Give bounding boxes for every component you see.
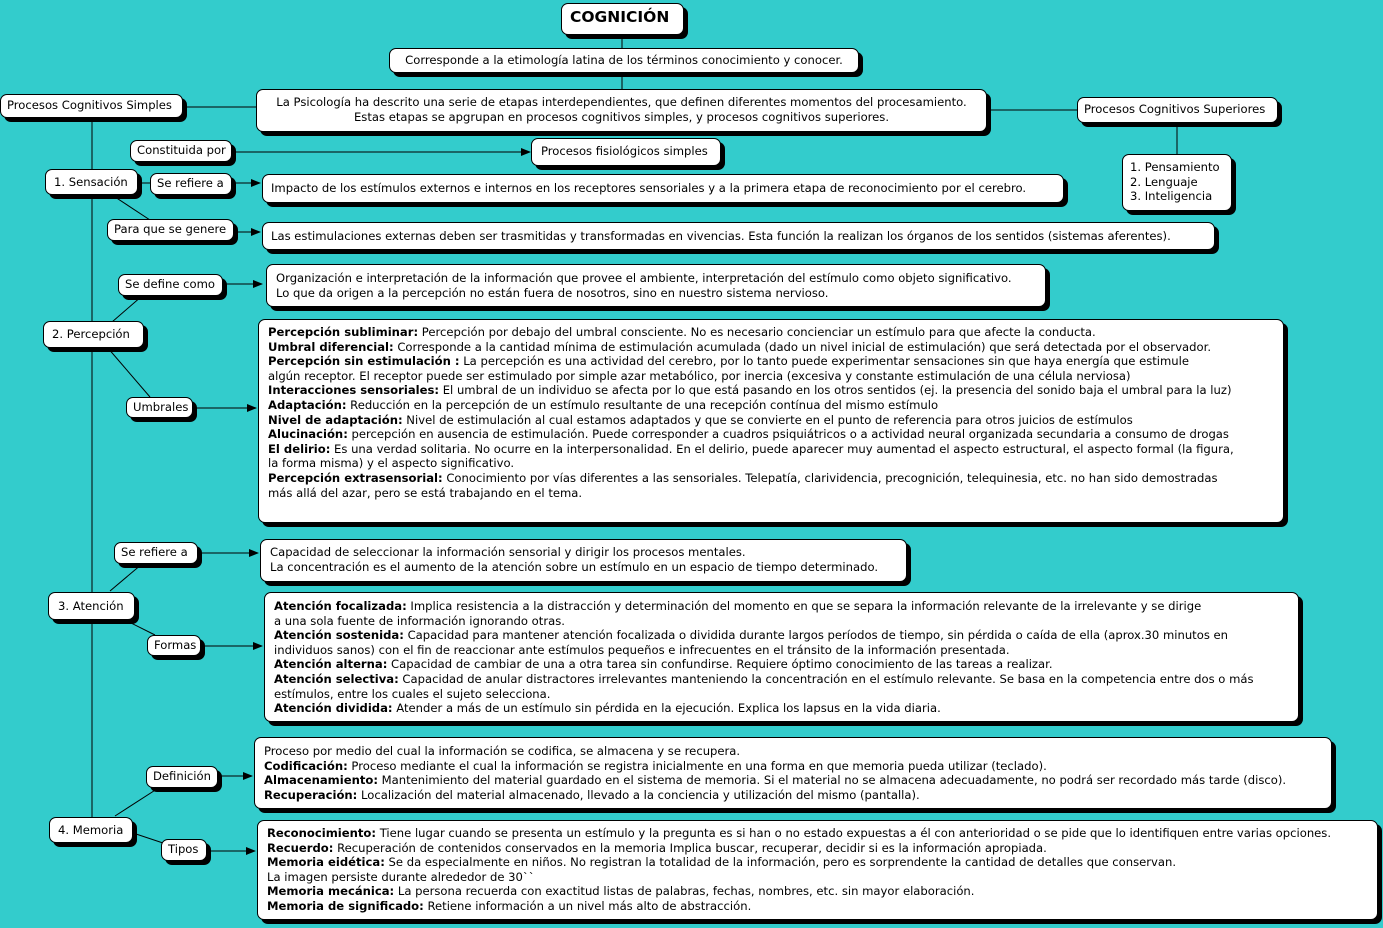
forma-item bbox=[274, 643, 1289, 658]
percepcion-define-label[interactable]: Se define como bbox=[118, 274, 223, 296]
forma-item bbox=[274, 701, 1289, 716]
memoria-node[interactable]: 4. Memoria bbox=[49, 817, 133, 843]
forma-item-text: Atender a más de un estímulo sin pérdida en la ejecución. Explica los lapsus en la vida diaria. bbox=[392, 701, 941, 716]
umbral-item bbox=[268, 471, 1274, 486]
umbral-item-text: La percepción es una actividad del cerebro, por lo tanto puede experimentar sensaciones sin que haya energía que estimule bbox=[459, 354, 1190, 369]
umbral-item bbox=[268, 442, 1274, 457]
forma-item-text: Implica resistencia a la distracción y determinación del momento en que se separa la información relevante de la irrelevante y se dirige bbox=[406, 599, 1202, 613]
tipo-item bbox=[267, 826, 1368, 841]
tipo-item bbox=[267, 855, 1368, 870]
umbral-item bbox=[268, 369, 1274, 384]
formas-label[interactable]: Formas bbox=[147, 635, 201, 656]
umbral-item-term: Percepción sin estimulación : bbox=[268, 354, 460, 369]
umbral-item-text: Nivel de estimulación al cual estamos adaptados y que se convierte en el punto de referencia para otros juicios de estímulos bbox=[402, 412, 1133, 427]
umbral-item-text: percepción en ausencia de estimulación. Puede corresponder a cuadros psiquiátricos o a actividad neural organizada secundaria a consumo de drogas bbox=[347, 427, 1229, 442]
percepcion-node[interactable]: 2. Percepción bbox=[43, 321, 144, 348]
forma-item-term: Atención selectiva: bbox=[274, 671, 399, 686]
definicion-item-term: Recuperación: bbox=[264, 787, 358, 802]
umbral-item bbox=[268, 354, 1274, 369]
tipo-item bbox=[267, 899, 1368, 914]
forma-item bbox=[274, 672, 1289, 687]
tipo-item-term: Reconocimiento: bbox=[267, 826, 377, 840]
umbral-item-term: Adaptación: bbox=[268, 397, 347, 412]
definicion-item bbox=[264, 759, 1322, 774]
umbral-item-term: Alucinación: bbox=[268, 427, 348, 442]
umbral-item-term: Nivel de adaptación: bbox=[268, 412, 403, 427]
title-node[interactable]: COGNICIÓN bbox=[561, 3, 684, 35]
tipo-item-text: La persona recuerda con exactitud listas de palabras, fechas, nombres, etc. sin mayor elaboración. bbox=[394, 884, 975, 899]
percepcion-define-node[interactable] bbox=[266, 264, 1046, 307]
umbral-item-text: la forma misma) y el aspecto significativo. bbox=[268, 456, 515, 471]
tipo-item bbox=[267, 884, 1368, 899]
tipo-item-text: Tiene lugar cuando se presenta un estímulo y la pregunta es si han o no estado expuestas a él con anterioridad o se pide que lo identifiquen entre varias opciones. bbox=[376, 826, 1332, 840]
forma-item bbox=[274, 628, 1289, 643]
forma-item-term: Atención sostenida: bbox=[274, 628, 404, 643]
umbral-item-text: más allá del azar, pero se está trabajando en el tema. bbox=[268, 485, 583, 500]
atencion-refiere-line: La concentración es el aumento de la atención sobre un estímulo en un espacio de tiempo determinado. bbox=[270, 559, 879, 574]
constituida-label[interactable]: Constituida por bbox=[130, 140, 232, 162]
superiores-item: 1. Pensamiento bbox=[1130, 160, 1220, 174]
procesos-superiores-node[interactable]: Procesos Cognitivos Superiores bbox=[1077, 97, 1278, 123]
forma-item bbox=[274, 599, 1289, 614]
tipo-item-term: Recuerdo: bbox=[267, 840, 334, 855]
umbral-item-term: Percepción subliminar: bbox=[268, 325, 419, 339]
umbral-item-text: Reducción en la percepción de un estímulo resultante de una recepción contínua del mismo estímulo bbox=[346, 397, 939, 412]
forma-item-text: Capacidad para mantener atención focalizada o dividida durante largos períodos de tiempo, sin pérdida o caída de ella (aprox.30 minutos en bbox=[403, 628, 1229, 643]
tipo-item-term: Memoria eidética: bbox=[267, 855, 385, 870]
forma-item-text: individuos sanos) con el fin de reaccionar ante estímulos pequeños e infrecuentes en el tránsito de la información presentada. bbox=[274, 642, 1010, 657]
umbral-item-term: El delirio: bbox=[268, 441, 331, 456]
umbral-item-text: El umbral de un individuo se afecta por lo que está pasando en los otros sentidos (ej. la presencia del sonido baja el umbral para la luz) bbox=[439, 383, 1232, 398]
definicion-item bbox=[264, 788, 1322, 803]
definicion-item-text: Mantenimiento del material guardado en el sistema de memoria. Si el material no se almacena adecuadamente, no podrá ser recordado más tarde (disco). bbox=[377, 773, 1287, 788]
forma-item-text: a una sola fuente de información ignorando otras. bbox=[274, 613, 565, 628]
superiores-list-node[interactable] bbox=[1122, 154, 1232, 211]
definicion-item-text: Localización del material almacenado, llevado a la conciencia y utilización del mismo (pantalla). bbox=[357, 787, 920, 802]
intro-line-2: Estas etapas se apgrupan en procesos cognitivos simples, y procesos cognitivos superiores. bbox=[353, 109, 890, 124]
umbral-item bbox=[268, 383, 1274, 398]
forma-item bbox=[274, 687, 1289, 702]
umbral-item-text: Corresponde a la cantidad mínima de estimulación acumulada (dado un nivel inicial de estimulación) que será detectada por el observador. bbox=[393, 339, 1212, 354]
umbral-item bbox=[268, 325, 1274, 340]
umbral-item-term: Umbral diferencial: bbox=[268, 339, 394, 354]
atencion-refiere-label[interactable]: Se refiere a bbox=[114, 542, 198, 564]
umbral-item-text: algún receptor. El receptor puede ser estimulado por simple azar metabólico, por inercia (excesiva y constante estimulación de una célula nerviosa) bbox=[268, 368, 1131, 383]
tipo-item-text: Se da especialmente en niños. No registran la totalidad de la información, pero es sorprendente la cantidad de detalles que conservan. bbox=[384, 855, 1177, 870]
intro-node[interactable] bbox=[256, 89, 987, 132]
define-line: Organización e interpretación de la información que provee el ambiente, interpretación del estímulo como objeto significativo. bbox=[276, 271, 1012, 285]
procesos-simples-node[interactable]: Procesos Cognitivos Simples bbox=[0, 94, 183, 118]
atencion-node[interactable]: 3. Atención bbox=[48, 592, 135, 620]
definicion-item bbox=[264, 773, 1322, 788]
tipo-item-term: Memoria mecánica: bbox=[267, 884, 395, 899]
umbral-item-text: Percepción por debajo del umbral consciente. No es necesario concienciar un estímulo para que afecte la conducta. bbox=[418, 325, 1096, 339]
sensacion-refiere-node[interactable]: Impacto de los estímulos externos e internos en los receptores sensoriales y a la primera etapa de reconocimiento por el cerebro. bbox=[262, 174, 1064, 203]
umbral-item bbox=[268, 398, 1274, 413]
umbral-item bbox=[268, 456, 1274, 471]
definicion-item-text: Proceso mediante el cual la información se registra inicialmente en una forma en que memoria pueda utilizar (teclado). bbox=[347, 758, 1047, 773]
umbral-item-text: Conocimiento por vías diferentes a las sensoriales. Telepatía, clarividencia, precognición, telequinesia, etc. no han sido demostradas bbox=[442, 470, 1218, 485]
umbral-item bbox=[268, 340, 1274, 355]
tipo-item-text: Recuperación de contenidos conservados en la memoria Implica buscar, recuperar, decidir si es la información apropiada. bbox=[333, 840, 1047, 855]
definicion-node[interactable] bbox=[254, 737, 1332, 809]
sensacion-refiere-label[interactable]: Se refiere a bbox=[150, 173, 232, 195]
umbral-item bbox=[268, 427, 1274, 442]
umbral-item-term: Interacciones sensoriales: bbox=[268, 383, 440, 398]
atencion-refiere-node[interactable] bbox=[260, 539, 907, 582]
definicion-item-text: Proceso por medio del cual la información se codifica, se almacena y se recupera. bbox=[264, 744, 741, 758]
tipo-item-term: Memoria de significado: bbox=[267, 898, 424, 913]
forma-item-text: Capacidad de cambiar de una a otra tarea sin confundirse. Requiere óptimo conocimiento de las tareas a realizar. bbox=[387, 657, 1053, 672]
tipos-label[interactable]: Tipos bbox=[161, 839, 207, 861]
umbrales-node[interactable] bbox=[258, 319, 1284, 523]
etimologia-node[interactable]: Corresponde a la etimología latina de los términos conocimiento y conocer. bbox=[389, 48, 859, 73]
forma-item bbox=[274, 614, 1289, 629]
sensacion-node[interactable]: 1. Sensación bbox=[45, 169, 138, 195]
atencion-refiere-line: Capacidad de seleccionar la información sensorial y dirigir los procesos mentales. bbox=[270, 545, 746, 559]
formas-node[interactable] bbox=[264, 592, 1299, 722]
superiores-item: 3. Inteligencia bbox=[1130, 189, 1213, 204]
tipo-item bbox=[267, 841, 1368, 856]
genere-node[interactable]: Las estimulaciones externas deben ser trasmitidas y transformadas en vivencias. Esta función la realizan los órganos de los sentidos (sistemas aferentes). bbox=[262, 222, 1215, 250]
definicion-item bbox=[264, 744, 1322, 759]
tipos-node[interactable] bbox=[257, 820, 1378, 920]
tipo-item bbox=[267, 870, 1368, 885]
forma-item-text: Capacidad de anular distractores irrelevantes manteniendo la concentración en el estímulo relevante. Se basa en la competencia entre dos o más bbox=[398, 671, 1254, 686]
umbrales-label[interactable]: Umbrales bbox=[126, 397, 193, 418]
tipo-item-text: Retiene información a un nivel más alto de abstracción. bbox=[423, 898, 752, 913]
definicion-label[interactable]: Definición bbox=[146, 766, 218, 788]
forma-item bbox=[274, 657, 1289, 672]
umbral-item bbox=[268, 486, 1274, 501]
superiores-item: 2. Lenguaje bbox=[1130, 174, 1198, 189]
fisiologicos-node[interactable]: Procesos fisiológicos simples bbox=[531, 138, 721, 166]
define-line: Lo que da origen a la percepción no están fuera de nosotros, sino en nuestro sistema nervioso. bbox=[276, 285, 829, 300]
umbral-item-term: Percepción extrasensorial: bbox=[268, 470, 443, 485]
forma-item-text: estímulos, entre los cuales el sujeto selecciona. bbox=[274, 686, 551, 701]
intro-line-1: La Psicología ha descrito una serie de etapas interdependientes, que definen diferentes momentos del procesamiento. bbox=[276, 95, 967, 109]
umbral-item-text: Es una verdad solitaria. No ocurre en la interpersonalidad. En el delirio, puede aparecer muy aumentad el aspecto estructural, el aspecto formal (la figura, bbox=[330, 441, 1234, 456]
forma-item-term: Atención alterna: bbox=[274, 657, 388, 672]
forma-item-term: Atención dividida: bbox=[274, 701, 393, 716]
definicion-item-term: Almacenamiento: bbox=[264, 773, 378, 788]
tipo-item-text: La imagen persiste durante alrededor de 30`` bbox=[267, 869, 535, 884]
genere-label[interactable]: Para que se genere bbox=[107, 219, 234, 241]
definicion-item-term: Codificación: bbox=[264, 758, 348, 773]
forma-item-term: Atención focalizada: bbox=[274, 599, 407, 613]
umbral-item bbox=[268, 413, 1274, 428]
